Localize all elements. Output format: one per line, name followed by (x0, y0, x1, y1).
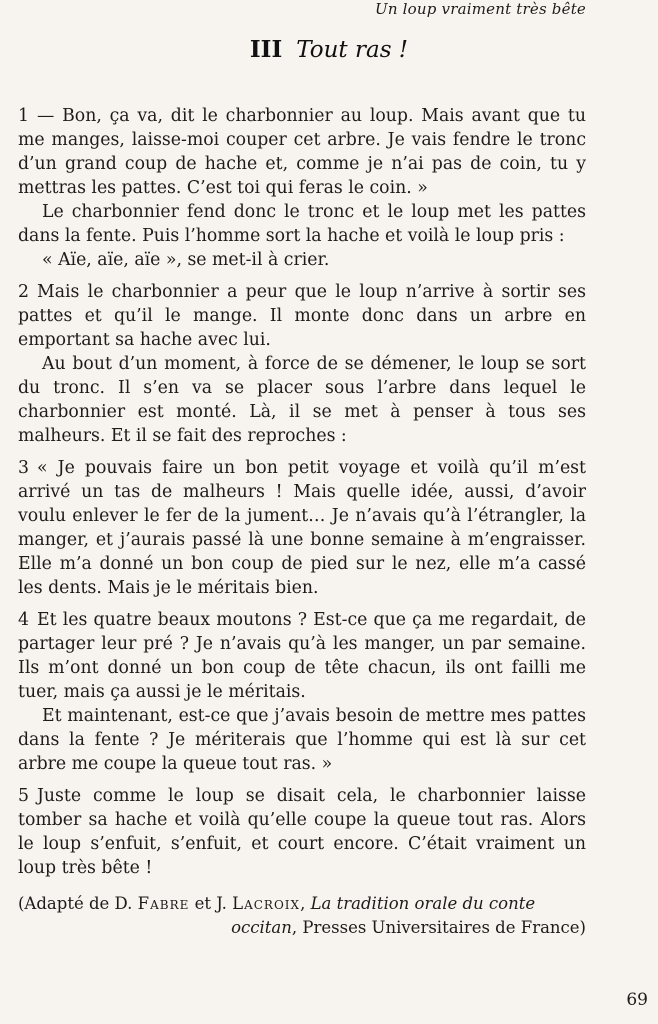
paragraph-text: Et les quatre beaux moutons ? Est-ce que ça me regardait, de partager leur pré ? Je n’avais qu’à les manger, un par semaine. Ils m’ont donné un bon coup de tête chacun, ils ont failli me tuer, mais ça aussi je le méritais. (18, 610, 586, 702)
paragraph-text: « Aïe, aïe, aïe », se met-il à crier. (42, 250, 330, 270)
citation-author-1: Fabre (137, 894, 190, 913)
paragraph-3 (18, 456, 586, 600)
chapter-numeral: III (249, 36, 283, 63)
citation-comma: , (300, 894, 306, 913)
paragraph-number: 1 (18, 106, 29, 126)
citation-line-2 (18, 916, 586, 940)
paragraph-5 (18, 784, 586, 880)
citation-mid: et J. (194, 894, 227, 913)
citation-book-title-end: occitan (231, 918, 292, 937)
citation-prefix: (Adapté de D. (18, 894, 133, 913)
paragraph-text: Au bout d’un moment, à force de se démener, le loup se sort du tronc. Il s’en va se placer sous l’arbre dans lequel le charbonnier est monté. Là, il se met à penser à tous ses malheurs. Et il se fait des reproches : (18, 354, 586, 446)
chapter-title (0, 36, 658, 63)
paragraph-text: — Bon, ça va, dit le charbonnier au loup. Mais avant que tu me manges, laisse-moi couper cet arbre. Je vais fendre le tronc d’un grand coup de hache et, comme je n’ai pas de coin, tu y mettras les pattes. C’est toi qui feras le coin. » (18, 106, 586, 198)
paragraph-text: « Je pouvais faire un bon petit voyage et voilà qu’il m’est arrivé un tas de malheurs ! Mais quelle idée, aussi, d’avoir voulu enlever le fer de la jument… Je n’avais qu’à l’étrangler, la manger, et j’aurais passé là une bonne semaine à m’engraisser. Elle m’a donné un bon coup de pied sur le nez, elle m’a cassé les dents. Mais je le méritais bien. (18, 458, 586, 598)
paragraph-4b (18, 704, 586, 776)
source-citation (18, 892, 586, 940)
citation-publisher: , Presses Universitaires de France) (291, 918, 586, 937)
paragraph-2b (18, 352, 586, 448)
paragraph-text: Le charbonnier fend donc le tronc et le loup met les pattes dans la fente. Puis l’homme sort la hache et voilà le loup pris : (18, 202, 586, 246)
paragraph-text: Et maintenant, est-ce que j’avais besoin de mettre mes pattes dans la fente ? Je mériterais que l’homme qui est là sur cet arbre me coupe la queue tout ras. » (18, 706, 586, 774)
chapter-heading: Tout ras ! (296, 37, 409, 63)
story-body (18, 104, 586, 880)
paragraph-1c (18, 248, 586, 272)
paragraph-text: Mais le charbonnier a peur que le loup n’arrive à sortir ses pattes et qu’il le mange. Il monte donc dans un arbre en emportant sa hache avec lui. (18, 282, 586, 350)
paragraph-2 (18, 280, 586, 352)
running-header: Un loup vraiment très bête (375, 0, 586, 18)
paragraph-1b (18, 200, 586, 248)
citation-author-2: Lacroix (232, 894, 301, 913)
paragraph-number: 3 (18, 458, 29, 478)
citation-book-title: La tradition orale du conte (310, 894, 536, 913)
paragraph-number: 5 (18, 786, 29, 806)
paragraph-number: 2 (18, 282, 29, 302)
paragraph-1 (18, 104, 586, 200)
page-number: 69 (626, 990, 648, 1010)
paragraph-number: 4 (18, 610, 29, 630)
paragraph-text: Juste comme le loup se disait cela, le charbonnier laisse tomber sa hache et voilà qu’elle coupe la queue tout ras. Alors le loup s’enfuit, s’enfuit, et court encore. C’était vraiment un loup très bête ! (18, 786, 586, 878)
paragraph-4 (18, 608, 586, 704)
